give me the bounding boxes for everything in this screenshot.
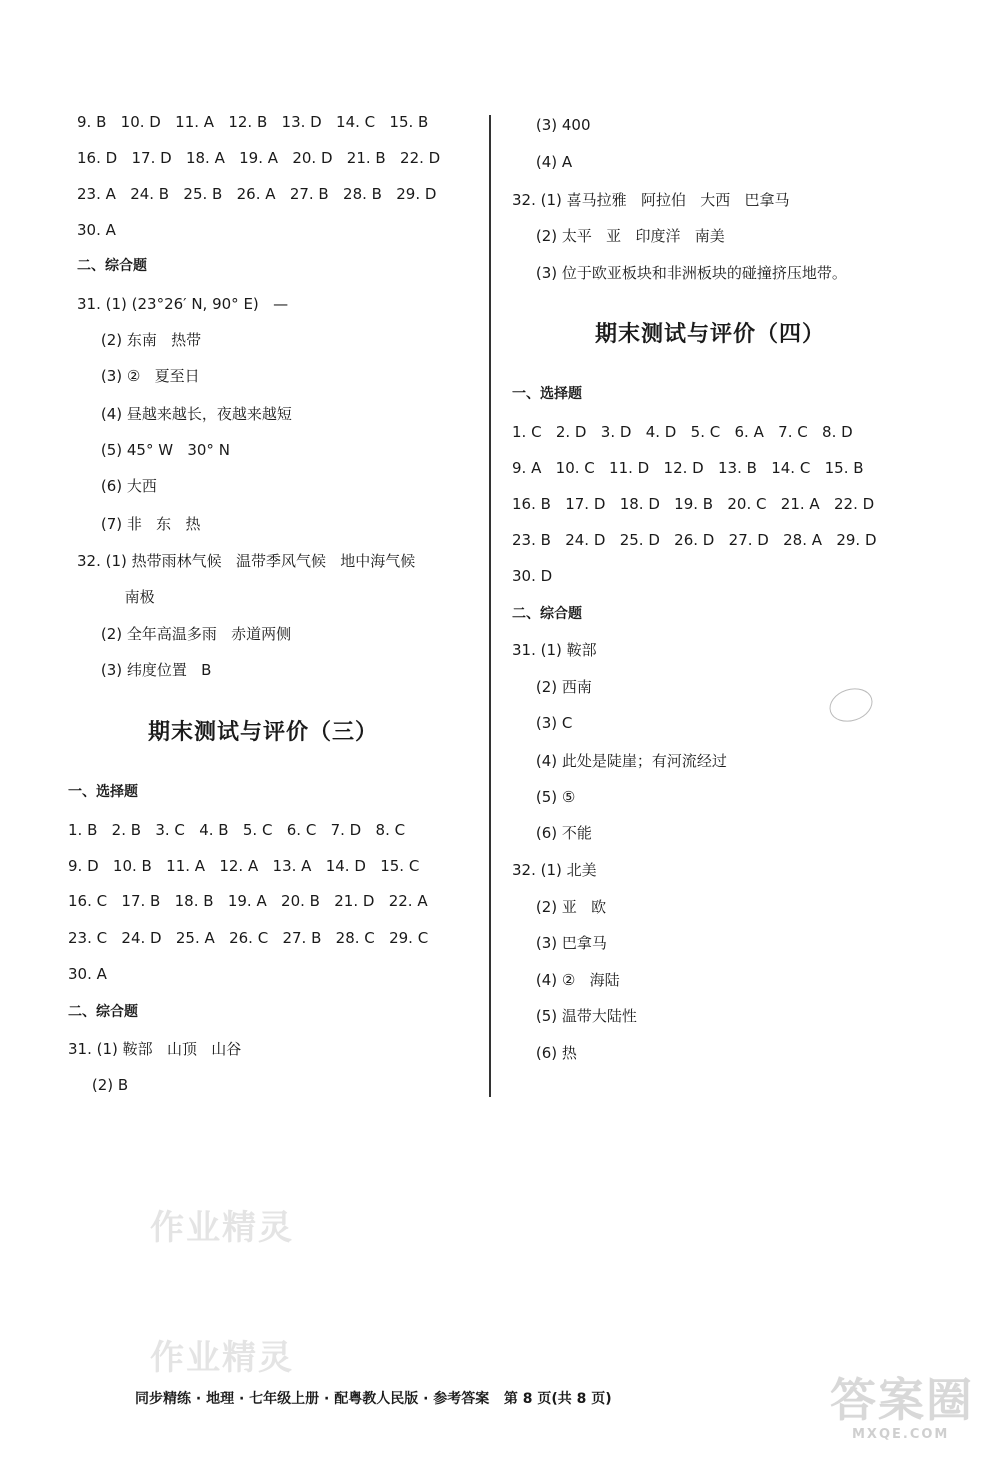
answer-line: 23. C 24. D 25. A 26. C 27. B 28. C 29. C xyxy=(68,929,429,947)
answer-line: 32. (1) 热带雨林气候 温带季风气候 地中海气候 xyxy=(77,552,416,570)
column-divider xyxy=(489,115,491,1097)
answer-line: (2) B xyxy=(68,1076,129,1094)
answer-line: (4) ② 海陆 xyxy=(512,971,620,989)
answer-line: (3) 位于欧亚板块和非洲板块的碰撞挤压地带。 xyxy=(512,264,847,282)
logo-text: 答案圈 xyxy=(830,1373,974,1427)
answer-line: 31. (1) 鞍部 山顶 山谷 xyxy=(68,1040,242,1058)
stamp-mark xyxy=(825,683,877,727)
answer-line: 9. B 10. D 11. A 12. B 13. D 14. C 15. B xyxy=(77,113,429,131)
answer-line: 32. (1) 喜马拉雅 阿拉伯 大西 巴拿马 xyxy=(512,191,790,209)
section-heading: 一、选择题 xyxy=(68,784,138,800)
section-heading: 一、选择题 xyxy=(512,386,582,402)
answer-line: (5) 温带大陆性 xyxy=(512,1007,637,1025)
answer-line: 南极 xyxy=(77,588,155,606)
page-footer: 同步精练 · 地理 · 七年级上册 · 配粤教人民版 · 参考答案 第 8 页(共 8 页) xyxy=(135,1391,612,1407)
answer-line: (3) ② 夏至日 xyxy=(77,367,200,385)
answer-line: 31. (1) 鞍部 xyxy=(512,641,597,659)
answer-line: 1. C 2. D 3. D 4. D 5. C 6. A 7. C 8. D xyxy=(512,423,853,441)
answer-line: (4) A xyxy=(512,153,573,171)
answer-line: 9. D 10. B 11. A 12. A 13. A 14. D 15. C xyxy=(68,857,420,875)
answer-line: 30. A xyxy=(68,965,107,983)
exam-title: 期末测试与评价（四） xyxy=(595,322,826,347)
answer-line: (2) 西南 xyxy=(512,678,592,696)
answer-line: 30. D xyxy=(512,567,553,585)
answer-line: (3) 400 xyxy=(512,116,591,134)
answer-line: 23. B 24. D 25. D 26. D 27. D 28. A 29. D xyxy=(512,531,877,549)
site-logo xyxy=(830,1375,980,1445)
answer-line: (7) 非 东 热 xyxy=(77,515,201,533)
answer-line: (2) 东南 热带 xyxy=(77,331,202,349)
logo-url: MXQE.COM xyxy=(852,1427,950,1442)
answer-line: (3) 巴拿马 xyxy=(512,934,607,952)
answer-line: (3) 纬度位置 B xyxy=(77,661,212,679)
answer-line: 32. (1) 北美 xyxy=(512,861,597,879)
answer-line: 31. (1) (23°26′ N, 90° E) — xyxy=(77,295,289,313)
exam-title: 期末测试与评价（三） xyxy=(148,720,379,745)
watermark: 作业精灵 xyxy=(150,1208,294,1248)
section-heading: 二、综合题 xyxy=(68,1004,138,1020)
answer-line: 30. A xyxy=(77,221,116,239)
section-heading: 二、综合题 xyxy=(512,606,582,622)
answer-line: 9. A 10. C 11. D 12. D 13. B 14. C 15. B xyxy=(512,459,864,477)
answer-line: (4) 昼越来越长，夜越来越短 xyxy=(77,405,292,423)
answer-line: (2) 全年高温多雨 赤道两侧 xyxy=(77,625,292,643)
section-heading: 二、综合题 xyxy=(77,258,147,274)
answer-line: 23. A 24. B 25. B 26. A 27. B 28. B 29. D xyxy=(77,185,437,203)
answer-line: (6) 不能 xyxy=(512,824,592,842)
answer-line: (6) 热 xyxy=(512,1044,577,1062)
answer-line: (3) C xyxy=(512,714,573,732)
answer-line: (5) ⑤ xyxy=(512,788,576,806)
answer-line: 1. B 2. B 3. C 4. B 5. C 6. C 7. D 8. C xyxy=(68,821,406,839)
watermark: 作业精灵 xyxy=(150,1338,294,1378)
answer-line: 16. B 17. D 18. D 19. B 20. C 21. A 22. D xyxy=(512,495,875,513)
answer-line: (5) 45° W 30° N xyxy=(77,441,230,459)
answer-line: 16. D 17. D 18. A 19. A 20. D 21. B 22. D xyxy=(77,149,441,167)
answer-line: (2) 亚 欧 xyxy=(512,898,607,916)
answer-line: (4) 此处是陡崖；有河流经过 xyxy=(512,752,727,770)
answer-line: 16. C 17. B 18. B 19. A 20. B 21. D 22. A xyxy=(68,892,428,910)
answer-line: (6) 大西 xyxy=(77,477,157,495)
answer-line: (2) 太平 亚 印度洋 南美 xyxy=(512,227,725,245)
